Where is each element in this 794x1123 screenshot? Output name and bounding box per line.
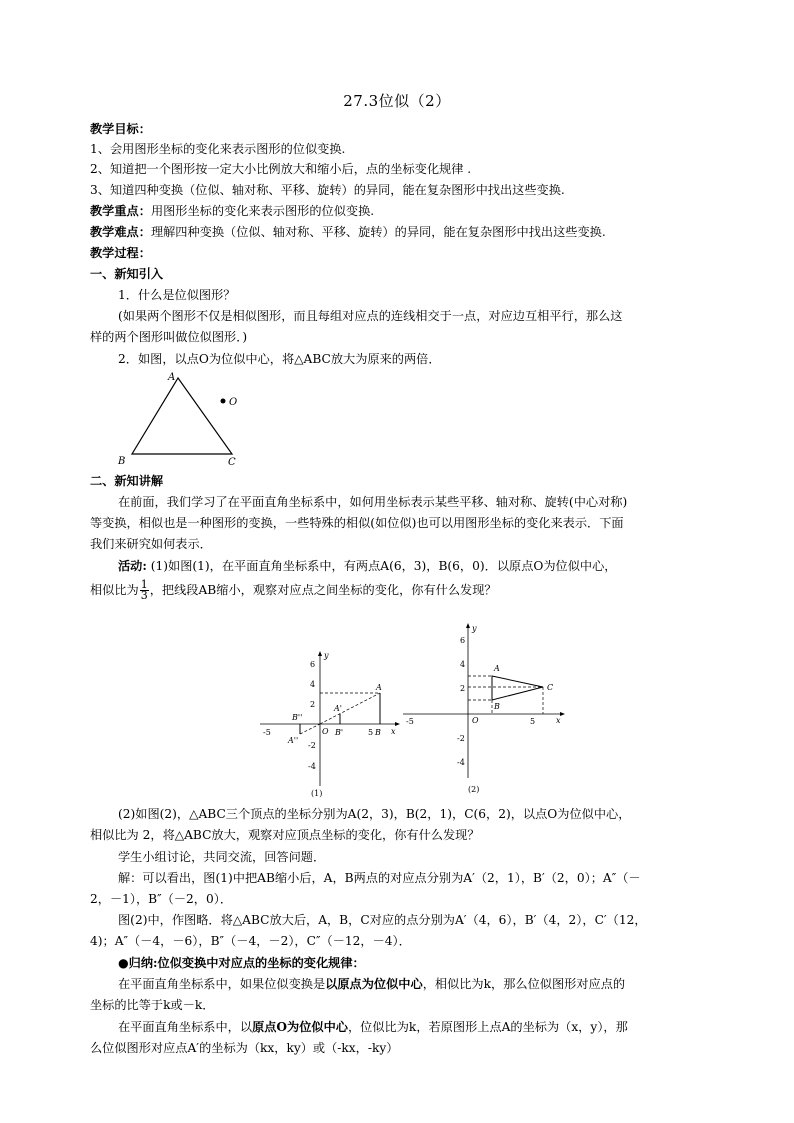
triangle-abc — [132, 378, 232, 454]
x-axis-label: x — [391, 727, 396, 736]
tick-label: 4 — [460, 660, 466, 669]
figure-caption: (1) — [311, 789, 323, 798]
question-2: 2．如图，以点O为位似中心，将△ABC放大为原来的两倍． — [118, 352, 441, 366]
summary-l1-post: ，相似比为k，那么位似图形对应点的 — [422, 977, 626, 991]
fraction-one-third — [140, 580, 149, 601]
activity-line2-post: ，把线段AB缩小，观察对应点之间坐标的变化，你有什么发现？ — [149, 583, 497, 597]
tick-label: 5 — [368, 728, 374, 737]
point-label-a: A — [376, 683, 382, 692]
origin-label: O — [322, 727, 329, 736]
activity-line1 — [118, 557, 617, 575]
para1-line1: 在前面，我们学习了在平面直角坐标系中，如何用坐标表示某些平移、轴对称、旋转(中心对称) — [118, 495, 628, 509]
key-point-label: 教学重点： — [90, 204, 151, 218]
summary-l1-bold: 以原点为位似中心 — [325, 977, 423, 991]
summary-label: ●归纳: — [118, 956, 158, 970]
solution2-line2: 4)；A″（－4，－6），B″（－4，－2），C″（－12，－4）． — [90, 934, 411, 948]
key-point-text: 用图形坐标的变化来表示图形的位似变换. — [150, 204, 375, 218]
dashed-oa — [320, 693, 380, 724]
summary-line3 — [118, 1018, 628, 1036]
y-axis-arrow — [466, 623, 470, 628]
point-label-c: C — [547, 683, 554, 692]
para3: 学生小组讨论，共同交流，回答问题． — [118, 850, 326, 864]
tick-label: -4 — [308, 762, 316, 771]
y-axis-label: y — [324, 651, 329, 660]
tick-label: -5 — [406, 717, 414, 726]
y-axis-label: y — [472, 624, 477, 633]
center-point-o — [221, 399, 226, 404]
frac-den: 3 — [140, 589, 148, 602]
activity-label: 活动: — [118, 559, 147, 573]
tick-label: 6 — [460, 636, 466, 645]
figure-2 — [398, 620, 573, 795]
solution-line1: 解：可以看出，图(1)中把AB缩小后，A，B两点的对应点分别为A′（2，1），B′（2，0）；A″（－ — [118, 871, 641, 885]
difficulty-label: 教学难点： — [90, 225, 151, 239]
y-axis-arrow — [318, 651, 322, 656]
point-label-a: A — [494, 664, 500, 673]
solution2-line1: 图(2)中，作图略．将△ABC放大后，A，B，C对应的点分别为A′（4，6），B′（4，2），C′（12， — [118, 913, 647, 927]
difficulty — [90, 223, 606, 241]
point-label-b: B — [494, 702, 500, 711]
tick-label: 2 — [310, 700, 316, 709]
section2-heading: 二、新知讲解 — [90, 474, 164, 488]
summary-l1-pre: 在平面直角坐标系中，如果位似变换是 — [118, 977, 326, 991]
answer-1-line1: (如果两个图形不仅是相似图形，而且每组对应点的连线相交于一点，对应边互相平行，那么这 — [118, 309, 623, 323]
para1-line3: 我们来研究如何表示． — [90, 537, 212, 551]
dashed-a2-o — [300, 724, 320, 734]
goals-heading: 教学目标： — [90, 122, 151, 136]
summary-l3-pre: 在平面直角坐标系中，以 — [118, 1020, 253, 1034]
para2-line2: 相似比为 2，将△ABC放大，观察对应顶点坐标的变化，你有什么发现？ — [90, 828, 480, 842]
tick-label: -4 — [457, 758, 465, 767]
goal-item: 1、会用图形坐标的变化来表示图形的位似变换. — [90, 142, 346, 156]
summary-line2: 坐标的比等于k或－k． — [90, 998, 215, 1012]
activity-line2-pre: 相似比为 — [90, 583, 139, 597]
goal-item: 3、知道四种变换（位似、轴对称、平移、旋转）的异同，能在复杂图形中找出这些变换. — [90, 183, 565, 197]
point-label-b2: B'' — [292, 713, 303, 722]
tick-label: -5 — [263, 728, 271, 737]
figure-1 — [255, 648, 405, 798]
vertex-label-c: C — [228, 457, 236, 468]
x-axis-label: x — [556, 716, 561, 725]
vertex-label-a: A — [168, 372, 176, 383]
point-label-o: O — [229, 397, 238, 408]
question-1: 1．什么是位似图形？ — [118, 288, 236, 302]
difficulty-text: 理解四种变换（位似、轴对称、平移、旋转）的异同，能在复杂图形中找出这些变换. — [150, 225, 606, 239]
tick-label: -2 — [457, 734, 465, 743]
summary-heading — [118, 954, 365, 972]
point-label-b: B — [375, 728, 381, 737]
page-title: 27.3位似（2） — [343, 92, 451, 110]
tick-label: 5 — [530, 717, 536, 726]
point-label-a2: A'' — [288, 736, 299, 745]
activity-text: (1)如图(1)，在平面直角坐标系中，有两点A(6，3)，B(6，0)．以原点O为位似中心， — [150, 559, 617, 573]
summary-line1 — [118, 975, 625, 993]
para2-line1: (2)如图(2)，△ABC三个顶点的坐标分别为A(2，3)，B(2，1)，C(6，2)，以点O为位似中心， — [118, 807, 631, 821]
x-axis-arrow — [560, 712, 565, 716]
point-label-a1: A' — [334, 704, 342, 713]
origin-label: O — [472, 716, 479, 725]
solution-line2: 2，－1），B″（－2，0）． — [90, 892, 233, 906]
process-heading: 教学过程： — [90, 246, 151, 260]
point-label-b1: B' — [335, 728, 344, 737]
triangle-abc — [492, 676, 543, 700]
summary-line4: 么位似图形对应点A′的坐标为（kx，ky）或（-kx，-ky） — [90, 1041, 399, 1055]
frac-num: 1 — [140, 578, 148, 591]
summary-bold: 位似变换中对应点的坐标的变化规律： — [157, 956, 365, 970]
triangle-figure — [110, 370, 260, 470]
vertex-label-b: B — [118, 456, 126, 467]
tick-label: 4 — [310, 680, 316, 689]
tick-label: 2 — [460, 684, 466, 693]
answer-1-line2: 样的两个图形叫做位似图形．) — [90, 330, 248, 344]
para1-line2: 等变换，相似也是一种图形的变换，一些特殊的相似(如位似)也可以用图形坐标的变化来表示．下面 — [90, 516, 624, 530]
key-point — [90, 202, 374, 220]
tick-label: 6 — [310, 660, 316, 669]
activity-line2 — [90, 580, 497, 601]
figure-caption: (2) — [468, 785, 480, 794]
section1-heading: 一、新知引入 — [90, 267, 164, 281]
summary-l3-post: ，位似比为k，若原图形上点A的坐标为（x，y），那 — [348, 1020, 628, 1034]
tick-label: -2 — [308, 741, 316, 750]
goal-item: 2、知道把一个图形按一定大小比例放大和缩小后，点的坐标变化规律 . — [90, 162, 472, 176]
summary-l3-bold: 原点O为位似中心 — [252, 1020, 348, 1034]
